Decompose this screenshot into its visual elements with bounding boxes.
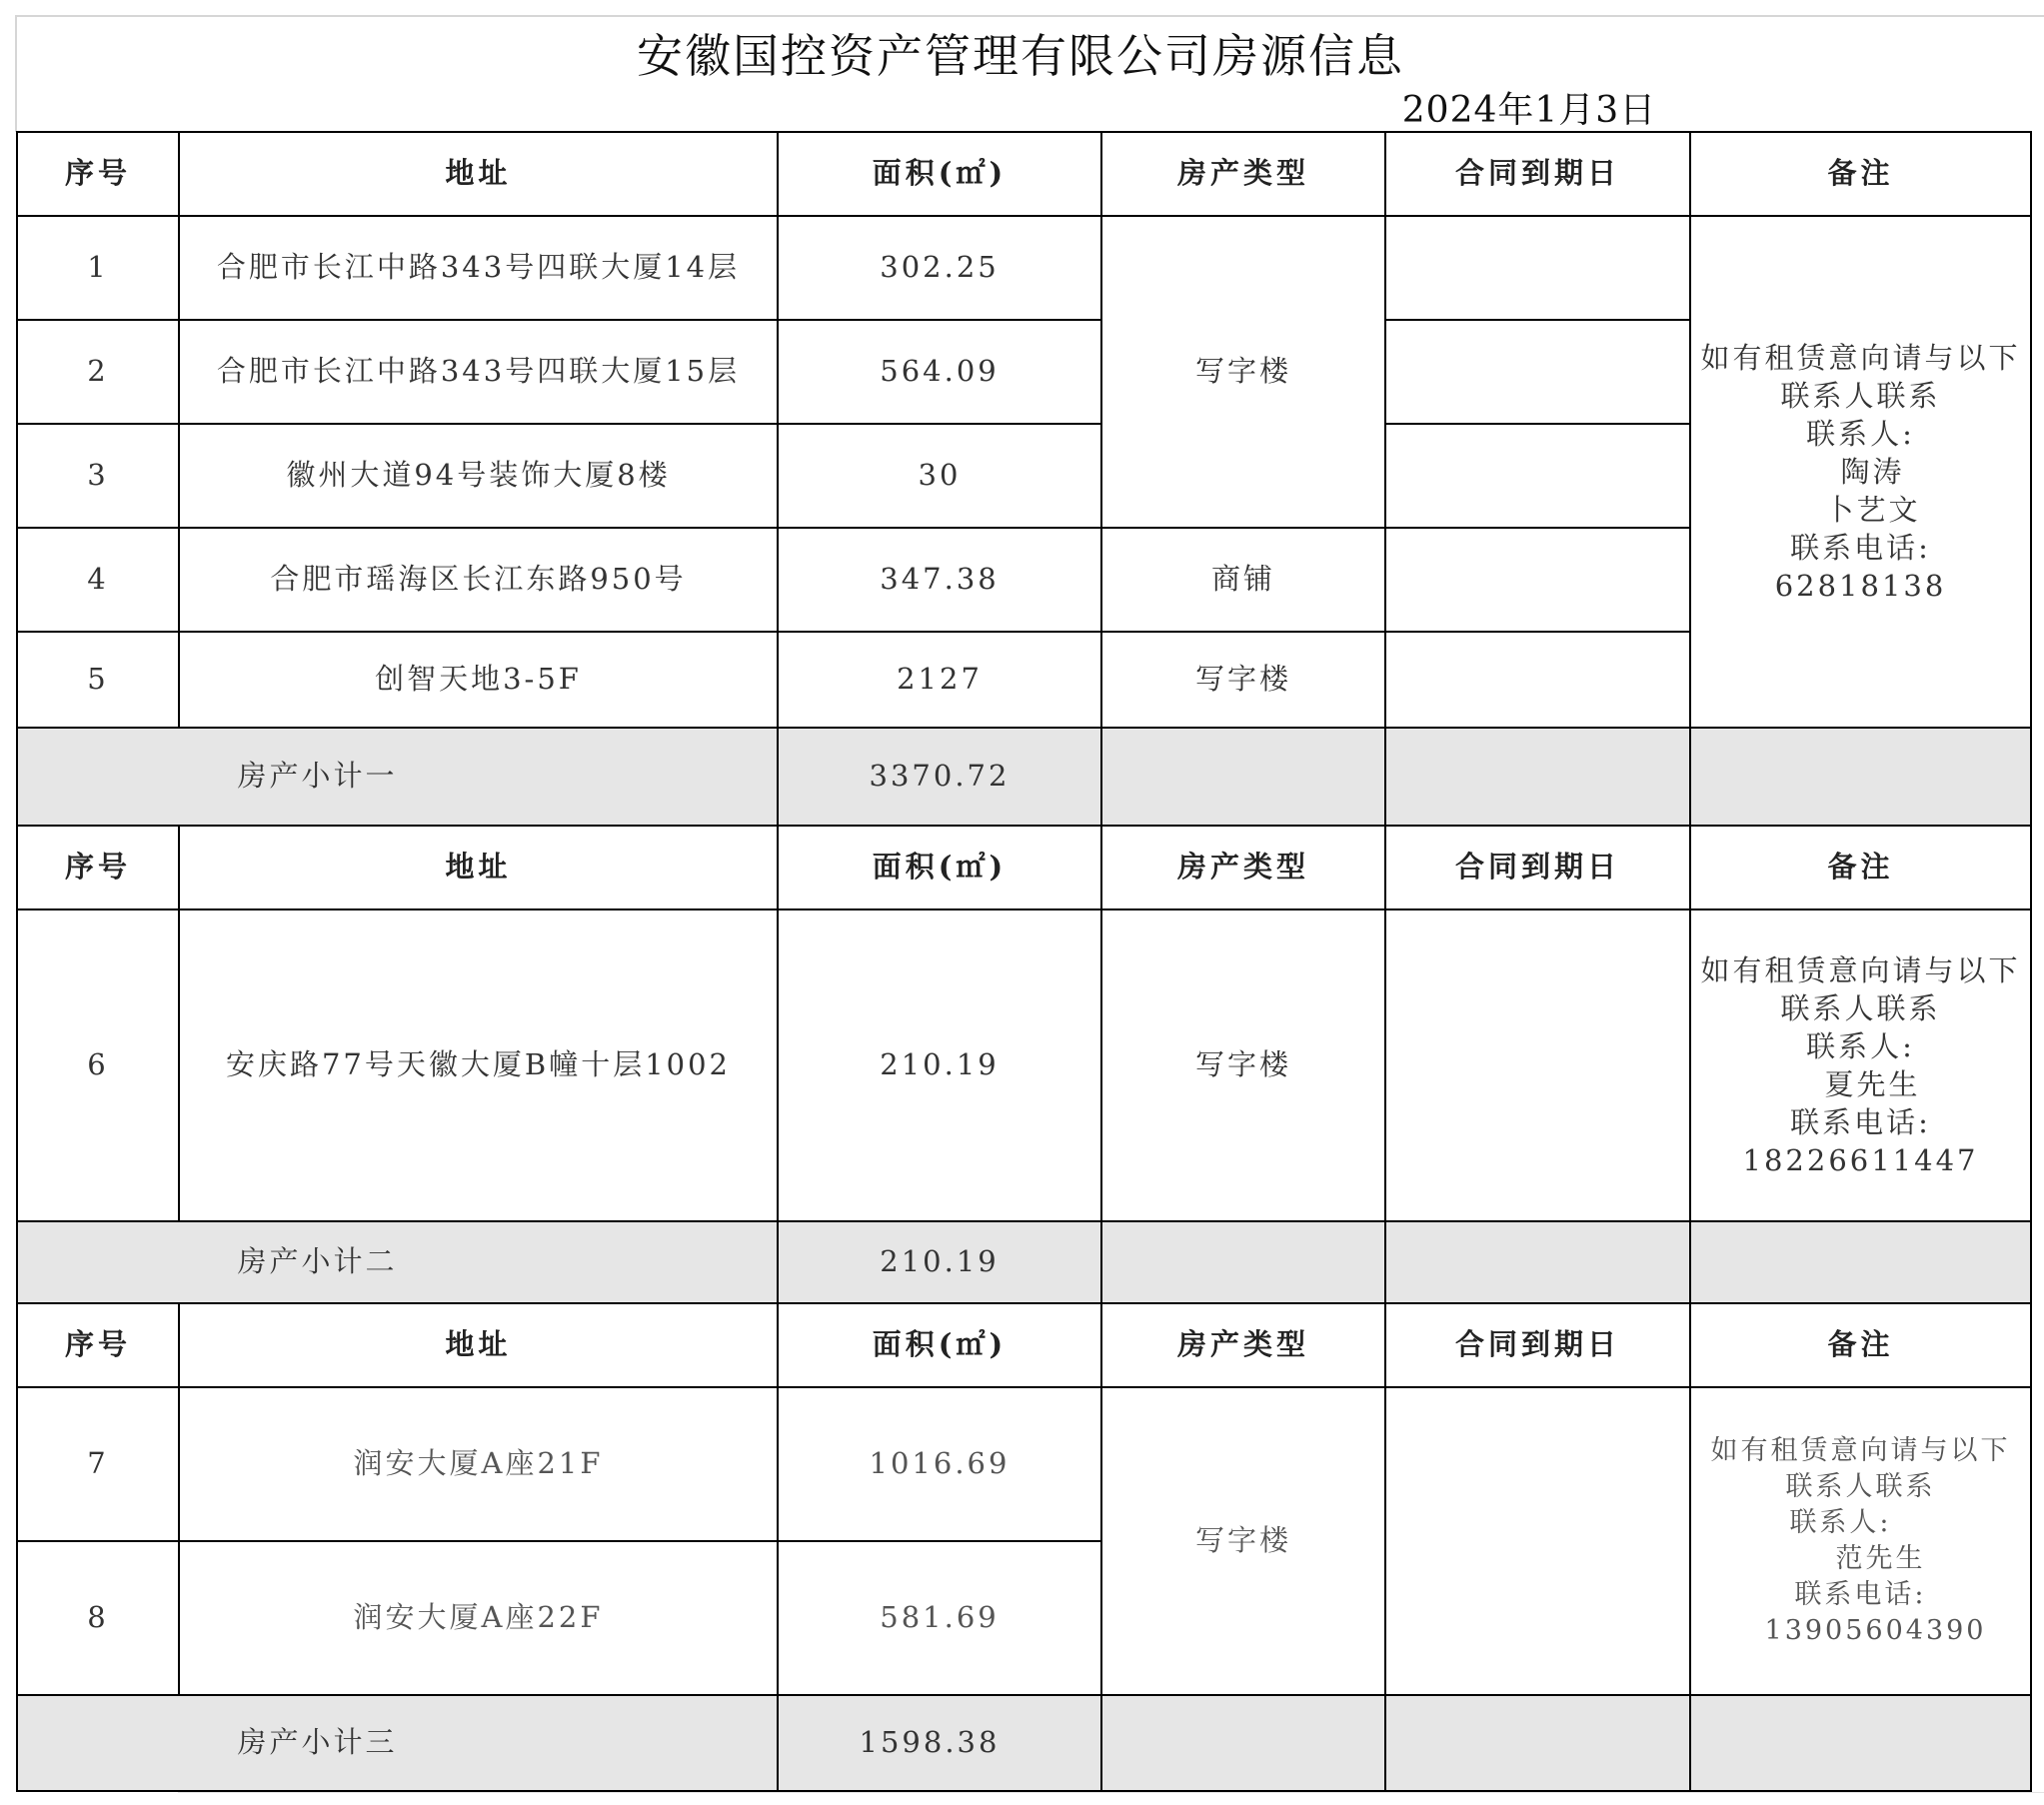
cell-area: 210.19 (778, 909, 1101, 1221)
subtotal-empty (1690, 1695, 2031, 1791)
cell-remark (1690, 1387, 2031, 1695)
header-type: 房产类型 (1101, 826, 1385, 909)
header-area: 面积(㎡) (778, 132, 1101, 216)
header-expiry: 合同到期日 (1385, 1303, 1690, 1387)
cell-seq: 7 (17, 1387, 179, 1541)
cell-expiry (1385, 909, 1690, 1221)
remark-note (1691, 1433, 2030, 1649)
subtotal-label: 房产小计三 (17, 1695, 778, 1791)
cell-seq: 4 (17, 528, 179, 632)
remark-line: 如有租赁意向请与以下 (1700, 341, 2021, 375)
header-row (17, 826, 2031, 909)
table-row (17, 1387, 2031, 1541)
cell-seq: 2 (17, 320, 179, 424)
document-date: 2024年1月3日 (1401, 90, 1657, 131)
remark-line: 联系人联系 (1785, 1471, 1936, 1502)
cell-type: 写字楼 (1101, 1387, 1385, 1695)
remark-line: 联系人: (1789, 1507, 1892, 1538)
subtotal-empty (1385, 1695, 1690, 1791)
cell-type: 商铺 (1101, 528, 1385, 632)
remark-note (1691, 339, 2030, 605)
cell-area: 347.38 (778, 528, 1101, 632)
cell-area: 1016.69 (778, 1387, 1101, 1541)
remark-line: 陶涛 (1840, 455, 1905, 489)
cell-expiry (1385, 528, 1690, 632)
header-remark: 备注 (1690, 1303, 2031, 1387)
remark-line: 18226611447 (1742, 1143, 1979, 1177)
subtotal-value: 1598.38 (778, 1695, 1101, 1791)
cell-type: 写字楼 (1101, 632, 1385, 728)
remark-line: 联系人联系 (1780, 991, 1941, 1025)
header-area: 面积(㎡) (778, 826, 1101, 909)
cell-seq: 3 (17, 424, 179, 528)
cell-address: 润安大厦A座22F (179, 1541, 778, 1695)
header-address: 地址 (179, 132, 778, 216)
cell-expiry (1385, 320, 1690, 424)
subtotal-empty (1101, 728, 1385, 826)
cell-area: 302.25 (778, 216, 1101, 320)
property-table (16, 131, 2032, 1792)
remark-line: 联系电话: (1790, 1105, 1931, 1139)
header-area: 面积(㎡) (778, 1303, 1101, 1387)
subtotal-empty (1690, 1221, 2031, 1303)
cell-seq: 1 (17, 216, 179, 320)
subtotal-value: 3370.72 (778, 728, 1101, 826)
cell-area: 2127 (778, 632, 1101, 728)
cell-seq: 8 (17, 1541, 179, 1695)
subtotal-empty (1385, 1221, 1690, 1303)
subtotal-row (17, 1221, 2031, 1303)
remark-note (1691, 951, 2030, 1179)
cell-address: 润安大厦A座21F (179, 1387, 778, 1541)
remark-line: 范先生 (1835, 1543, 1926, 1574)
header-seq: 序号 (17, 826, 179, 909)
remark-line: 联系电话: (1790, 531, 1931, 565)
remark-line: 联系电话: (1794, 1579, 1927, 1610)
cell-seq: 6 (17, 909, 179, 1221)
bottom-gridline (178, 1792, 2044, 1793)
table-row (17, 216, 2031, 320)
cell-address: 安庆路77号天徽大厦B幢十层1002 (179, 909, 778, 1221)
remark-line: 联系人: (1806, 1029, 1915, 1063)
cell-address: 创智天地3-5F (179, 632, 778, 728)
cell-address: 合肥市长江中路343号四联大厦14层 (179, 216, 778, 320)
cell-address: 合肥市长江中路343号四联大厦15层 (179, 320, 778, 424)
header-seq: 序号 (17, 1303, 179, 1387)
header-seq: 序号 (17, 132, 179, 216)
table-row (17, 909, 2031, 1221)
remark-line: 如有租赁意向请与以下 (1710, 1435, 2011, 1466)
subtotal-value: 210.19 (778, 1221, 1101, 1303)
cell-expiry (1385, 632, 1690, 728)
cell-address: 合肥市瑶海区长江东路950号 (179, 528, 778, 632)
subtotal-row (17, 728, 2031, 826)
header-address: 地址 (179, 1303, 778, 1387)
remark-line: 卜艺文 (1824, 493, 1921, 527)
document-title: 安徽国控资产管理有限公司房源信息 (637, 29, 1404, 83)
remark-line: 62818138 (1774, 569, 1947, 603)
header-row (17, 1303, 2031, 1387)
cell-seq: 5 (17, 632, 179, 728)
remark-line: 13905604390 (1764, 1615, 1987, 1646)
cell-address: 徽州大道94号装饰大厦8楼 (179, 424, 778, 528)
header-address: 地址 (179, 826, 778, 909)
header-row (17, 132, 2031, 216)
subtotal-empty (1385, 728, 1690, 826)
remark-line: 联系人联系 (1780, 379, 1941, 413)
header-type: 房产类型 (1101, 132, 1385, 216)
subtotal-label: 房产小计二 (17, 1221, 778, 1303)
subtotal-label: 房产小计一 (17, 728, 778, 826)
remark-line: 联系人: (1806, 417, 1915, 451)
frame-top-border (16, 15, 2044, 17)
remark-line: 夏先生 (1824, 1067, 1921, 1101)
header-expiry: 合同到期日 (1385, 826, 1690, 909)
cell-area: 30 (778, 424, 1101, 528)
subtotal-empty (1690, 728, 2031, 826)
header-type: 房产类型 (1101, 1303, 1385, 1387)
cell-area: 564.09 (778, 320, 1101, 424)
cell-area: 581.69 (778, 1541, 1101, 1695)
cell-remark (1690, 909, 2031, 1221)
cell-type: 写字楼 (1101, 909, 1385, 1221)
subtotal-empty (1101, 1695, 1385, 1791)
header-expiry: 合同到期日 (1385, 132, 1690, 216)
cell-expiry (1385, 424, 1690, 528)
header-remark: 备注 (1690, 132, 2031, 216)
cell-type: 写字楼 (1101, 216, 1385, 528)
remark-line: 如有租赁意向请与以下 (1700, 953, 2021, 987)
cell-expiry (1385, 1387, 1690, 1695)
subtotal-row (17, 1695, 2031, 1791)
subtotal-empty (1101, 1221, 1385, 1303)
cell-expiry (1385, 216, 1690, 320)
header-remark: 备注 (1690, 826, 2031, 909)
cell-remark (1690, 216, 2031, 728)
